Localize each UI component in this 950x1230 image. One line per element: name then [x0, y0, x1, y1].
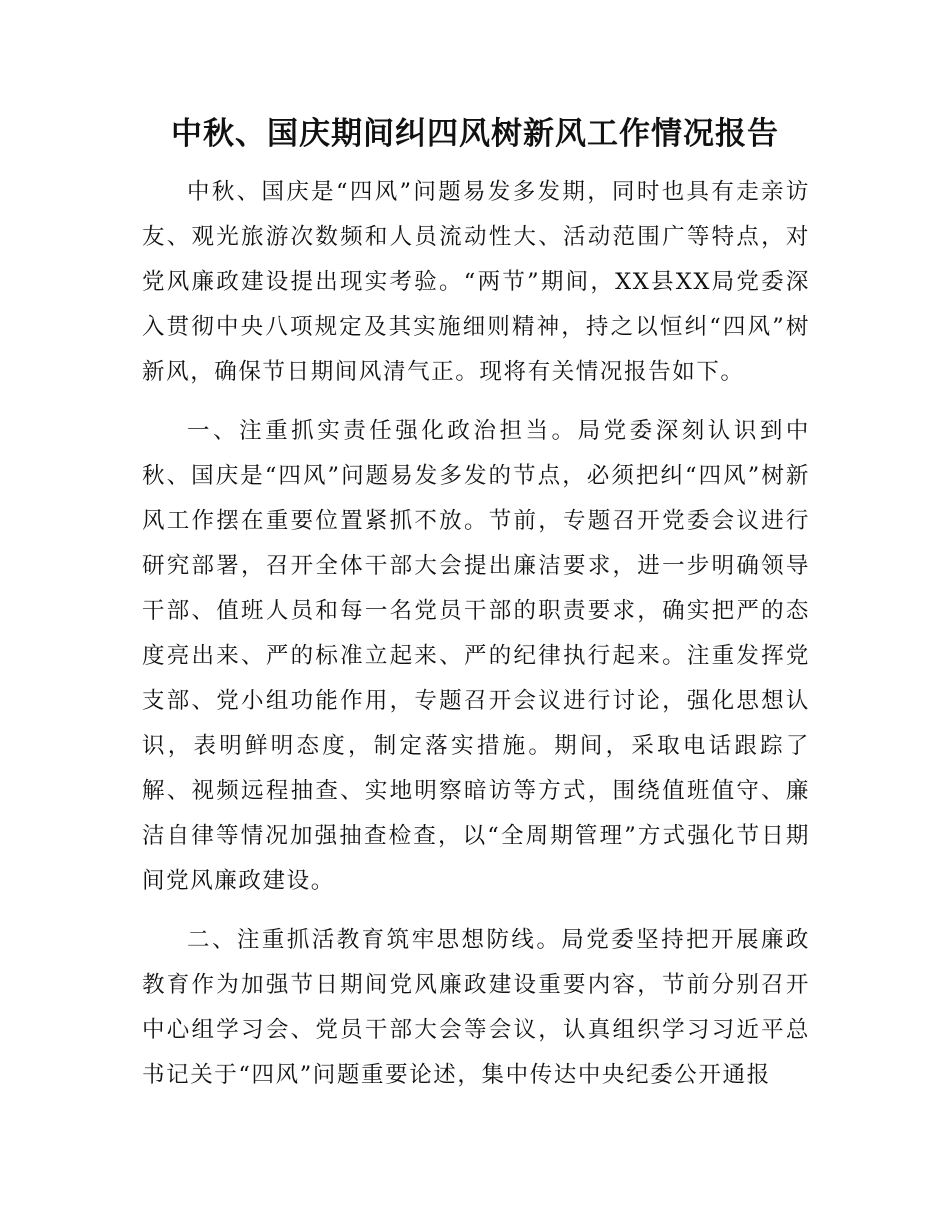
section-two-paragraph: 二、注重抓活教育筑牢思想防线。局党委坚持把开展廉政教育作为加强节日期间党风廉政建设重要内容，节前分别召开中心组学习会、党员干部大会等会议，认真组织学习习近平总书记关于“四风”问题重要论述，集中传达中央纪委公开通报 [142, 927, 810, 1088]
intro-paragraph: 中秋、国庆是“四风”问题易发多发期，同时也具有走亲访友、观光旅游次数频和人员流动性大、活动范围广等特点，对党风廉政建设提出现实考验。“两节”期间，XX县XX局党委深入贯彻中央八项规定及其实施细则精神，持之以恒纠“四风”树新风，确保节日期间风清气正。现将有关情况报告如下。 [142, 179, 810, 385]
document-body [142, 170, 810, 1112]
document-title: 中秋、国庆期间纠四风树新风工作情况报告 [171, 116, 779, 152]
section-one-paragraph: 一、注重抓实责任强化政治担当。局党委深刻认识到中秋、国庆是“四风”问题易发多发的节点，必须把纠“四风”树新风工作摆在重要位置紧抓不放。节前，专题召开党委会议进行研究部署，召开全体干部大会提出廉洁要求，进一步明确领导干部、值班人员和每一名党员干部的职责要求，确实把严的态度亮出来、严的标准立起来、严的纪律执行起来。注重发挥党支部、党小组功能作用，专题召开会议进行讨论，强化思想认识，表明鲜明态度，制定落实措施。期间，采取电话跟踪了解、视频远程抽查、实地明察暗访等方式，围绕值班值守、廉洁自律等情况加强抽查检查，以“全周期管理”方式强化节日期间党风廉政建设。 [142, 418, 810, 894]
